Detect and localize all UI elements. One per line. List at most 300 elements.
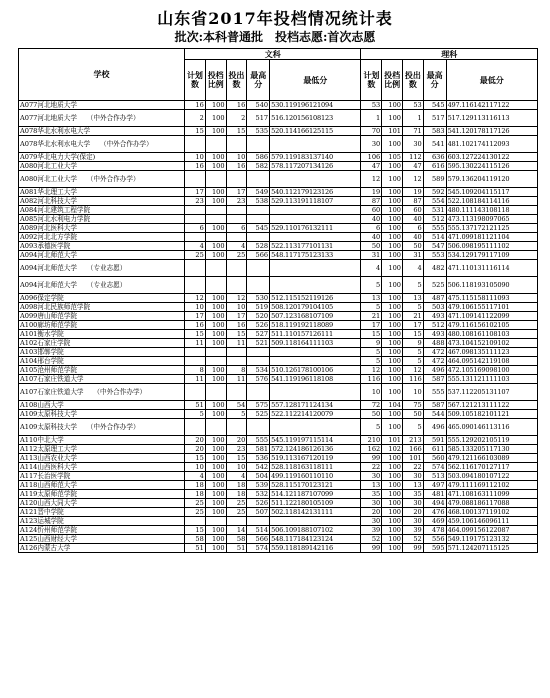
li-max-cell: 493 [423, 312, 446, 321]
wen-min-cell: 516.120156108123 [270, 110, 361, 127]
li-ratio-cell: 100 [382, 260, 403, 277]
table-row [19, 508, 538, 517]
wen-ratio-cell [205, 206, 226, 215]
table-row [19, 206, 538, 215]
wen-min-cell [270, 215, 361, 224]
wen-ratio-cell: 100 [205, 330, 226, 339]
li-plan-cell: 72 [361, 401, 382, 410]
li-out-cell: 50 [402, 410, 423, 419]
wen-out-cell: 11 [226, 339, 247, 348]
li-plan-cell: 31 [361, 251, 382, 260]
table-row [19, 410, 538, 419]
wen-min-cell [270, 419, 361, 436]
wen-min-cell: 545.119197115114 [270, 436, 361, 445]
wen-min-cell: 499.119160110110 [270, 472, 361, 481]
li-out-cell: 166 [402, 445, 423, 454]
li-plan-cell: 40 [361, 233, 382, 242]
li-min-cell: 473.113198097065 [446, 215, 537, 224]
header-wen-plan: 计划数 [185, 60, 206, 101]
li-ratio-cell: 104 [382, 401, 403, 410]
wen-ratio-cell: 100 [205, 339, 226, 348]
wen-out-cell: 58 [226, 535, 247, 544]
wen-out-cell [226, 357, 247, 366]
wen-max-cell: 530 [247, 294, 270, 303]
li-out-cell: 30 [402, 499, 423, 508]
wen-max-cell: 528 [247, 242, 270, 251]
li-out-cell: 112 [402, 153, 423, 162]
li-plan-cell: 22 [361, 463, 382, 472]
wen-out-cell [226, 419, 247, 436]
table-row [19, 153, 538, 162]
li-max-cell: 512 [423, 321, 446, 330]
wen-out-cell [226, 277, 247, 294]
wen-min-cell: 557.128171124134 [270, 401, 361, 410]
wen-min-cell: 528.115170123121 [270, 481, 361, 490]
school-name-cell: A118山西师范大学 [19, 481, 185, 490]
li-min-cell: 465.090146113116 [446, 419, 537, 436]
school-name-cell: A080河北工业大学 （中外合作办学） [19, 171, 185, 188]
school-name-cell: A124忻州师范学院 [19, 526, 185, 535]
li-out-cell: 71 [402, 127, 423, 136]
wen-out-cell: 2 [226, 110, 247, 127]
wen-out-cell: 6 [226, 224, 247, 233]
li-ratio-cell: 100 [382, 242, 403, 251]
wen-min-cell: 529.110176132111 [270, 224, 361, 233]
wen-out-cell [226, 384, 247, 401]
wen-plan-cell: 15 [185, 330, 206, 339]
wen-ratio-cell: 100 [205, 366, 226, 375]
li-min-cell: 459.106146096111 [446, 517, 537, 526]
li-ratio-cell: 100 [382, 303, 403, 312]
li-out-cell: 17 [402, 321, 423, 330]
li-min-cell: 468.100137119102 [446, 508, 537, 517]
li-plan-cell: 5 [361, 357, 382, 366]
li-ratio-cell: 100 [382, 197, 403, 206]
li-out-cell: 19 [402, 188, 423, 197]
wen-plan-cell [185, 136, 206, 153]
wen-out-cell: 15 [226, 454, 247, 463]
wen-max-cell: 582 [247, 162, 270, 171]
school-name-cell: A109太原科技大学 （中外合作办学） [19, 419, 185, 436]
school-name-cell: A093承德医学院 [19, 242, 185, 251]
wen-max-cell [247, 384, 270, 401]
li-plan-cell: 99 [361, 454, 382, 463]
li-max-cell: 478 [423, 526, 446, 535]
wen-ratio-cell: 100 [205, 526, 226, 535]
li-max-cell: 493 [423, 330, 446, 339]
li-ratio-cell: 100 [382, 206, 403, 215]
li-ratio-cell: 105 [382, 153, 403, 162]
li-min-cell: 471.110131116114 [446, 260, 537, 277]
li-out-cell: 5 [402, 357, 423, 366]
wen-max-cell: 514 [247, 526, 270, 535]
li-ratio-cell: 100 [382, 508, 403, 517]
wen-ratio-cell: 100 [205, 454, 226, 463]
wen-out-cell [226, 136, 247, 153]
li-min-cell: 471.108163111099 [446, 490, 537, 499]
li-plan-cell: 5 [361, 419, 382, 436]
li-max-cell: 595 [423, 544, 446, 553]
table-row [19, 472, 538, 481]
school-name-cell: A101衡水学院 [19, 330, 185, 339]
li-max-cell: 583 [423, 127, 446, 136]
table-row [19, 215, 538, 224]
wen-plan-cell: 12 [185, 294, 206, 303]
wen-min-cell: 578.117207134126 [270, 162, 361, 171]
wen-min-cell: 520.114166125115 [270, 127, 361, 136]
wen-out-cell [226, 206, 247, 215]
wen-ratio-cell: 100 [205, 153, 226, 162]
wen-min-cell: 510.126178100106 [270, 366, 361, 375]
wen-max-cell: 517 [247, 110, 270, 127]
table-row [19, 197, 538, 206]
li-min-cell: 585.133205117130 [446, 445, 537, 454]
wen-min-cell: 530.119196121094 [270, 101, 361, 110]
wen-plan-cell: 20 [185, 445, 206, 454]
wen-out-cell: 18 [226, 481, 247, 490]
li-max-cell: 587 [423, 401, 446, 410]
table-row [19, 233, 538, 242]
wen-min-cell: 509.118164111103 [270, 339, 361, 348]
li-ratio-cell: 100 [382, 366, 403, 375]
wen-max-cell [247, 517, 270, 526]
school-name-cell: A080河北工业大学 [19, 162, 185, 171]
li-plan-cell: 60 [361, 206, 382, 215]
li-plan-cell: 12 [361, 366, 382, 375]
li-max-cell: 611 [423, 445, 446, 454]
wen-plan-cell: 10 [185, 463, 206, 472]
li-plan-cell: 12 [361, 171, 382, 188]
wen-max-cell: 574 [247, 544, 270, 553]
li-ratio-cell: 100 [382, 463, 403, 472]
wen-max-cell: 519 [247, 303, 270, 312]
wen-out-cell: 11 [226, 375, 247, 384]
wen-ratio-cell: 100 [205, 436, 226, 445]
li-min-cell: 517.129113116113 [446, 110, 537, 127]
wen-out-cell: 8 [226, 366, 247, 375]
li-out-cell: 40 [402, 233, 423, 242]
header-li-ratio: 投档比例 [382, 60, 403, 101]
wen-plan-cell: 4 [185, 472, 206, 481]
li-out-cell: 5 [402, 277, 423, 294]
li-min-cell: 479.088186117088 [446, 499, 537, 508]
li-plan-cell: 13 [361, 294, 382, 303]
li-min-cell: 541.120178117126 [446, 127, 537, 136]
wen-min-cell [270, 348, 361, 357]
li-max-cell: 481 [423, 490, 446, 499]
wen-min-cell: 529.113191118107 [270, 197, 361, 206]
wen-max-cell: 538 [247, 197, 270, 206]
li-out-cell: 5 [402, 303, 423, 312]
wen-ratio-cell: 100 [205, 110, 226, 127]
li-out-cell: 53 [402, 101, 423, 110]
li-plan-cell: 30 [361, 136, 382, 153]
li-ratio-cell: 100 [382, 330, 403, 339]
li-max-cell: 591 [423, 436, 446, 445]
admission-table [18, 48, 538, 553]
wen-out-cell: 25 [226, 499, 247, 508]
wen-plan-cell: 25 [185, 508, 206, 517]
wen-plan-cell [185, 419, 206, 436]
wen-out-cell: 23 [226, 445, 247, 454]
li-ratio-cell: 100 [382, 526, 403, 535]
header-li-min: 最低分 [446, 60, 537, 101]
li-ratio-cell: 100 [382, 224, 403, 233]
wen-max-cell [247, 419, 270, 436]
wen-ratio-cell: 100 [205, 490, 226, 499]
li-out-cell: 1 [402, 110, 423, 127]
table-row [19, 445, 538, 454]
wen-ratio-cell [205, 171, 226, 188]
school-name-cell: A084河北建筑工程学院 [19, 206, 185, 215]
li-out-cell: 9 [402, 339, 423, 348]
wen-min-cell: 514.121187107099 [270, 490, 361, 499]
wen-ratio-cell: 100 [205, 294, 226, 303]
li-ratio-cell: 101 [382, 127, 403, 136]
wen-out-cell: 17 [226, 188, 247, 197]
li-max-cell: 496 [423, 419, 446, 436]
table-row [19, 436, 538, 445]
wen-plan-cell: 2 [185, 110, 206, 127]
li-out-cell: 99 [402, 544, 423, 553]
wen-min-cell: 519.113167120119 [270, 454, 361, 463]
wen-max-cell: 555 [247, 436, 270, 445]
li-max-cell: 531 [423, 206, 446, 215]
wen-max-cell: 540 [247, 101, 270, 110]
school-name-cell: A079华北电力大学(保定) [19, 153, 185, 162]
wen-out-cell: 16 [226, 321, 247, 330]
table-row [19, 544, 538, 553]
li-min-cell: 475.115158111093 [446, 294, 537, 303]
wen-min-cell: 502.118142131111 [270, 508, 361, 517]
li-ratio-cell: 100 [382, 481, 403, 490]
table-row [19, 526, 538, 535]
wen-plan-cell: 8 [185, 366, 206, 375]
li-max-cell: 555 [423, 224, 446, 233]
li-out-cell: 22 [402, 463, 423, 472]
wen-ratio-cell [205, 348, 226, 357]
wen-out-cell: 15 [226, 330, 247, 339]
li-min-cell: 480.108161108103 [446, 330, 537, 339]
li-max-cell: 553 [423, 251, 446, 260]
li-out-cell: 4 [402, 260, 423, 277]
table-row [19, 162, 538, 171]
wen-max-cell: 504 [247, 472, 270, 481]
li-min-cell: 579.136204119120 [446, 171, 537, 188]
wen-plan-cell: 5 [185, 410, 206, 419]
wen-min-cell: 507.123168107109 [270, 312, 361, 321]
table-row [19, 490, 538, 499]
li-out-cell: 13 [402, 294, 423, 303]
table-row [19, 454, 538, 463]
li-min-cell: 567.121213111122 [446, 401, 537, 410]
wen-max-cell: 545 [247, 224, 270, 233]
school-name-cell: A109太原科技大学 [19, 410, 185, 419]
li-ratio-cell: 100 [382, 499, 403, 508]
wen-max-cell [247, 260, 270, 277]
li-min-cell: 479.106155117101 [446, 303, 537, 312]
school-name-cell: A113山西农业大学 [19, 454, 185, 463]
wen-max-cell: 566 [247, 535, 270, 544]
li-out-cell: 47 [402, 162, 423, 171]
wen-min-cell: 508.120179104105 [270, 303, 361, 312]
wen-min-cell: 541.119196118108 [270, 375, 361, 384]
li-plan-cell: 21 [361, 312, 382, 321]
wen-ratio-cell [205, 517, 226, 526]
wen-ratio-cell: 100 [205, 401, 226, 410]
wen-ratio-cell: 100 [205, 303, 226, 312]
wen-max-cell: 525 [247, 410, 270, 419]
wen-max-cell: 507 [247, 508, 270, 517]
wen-out-cell: 10 [226, 463, 247, 472]
wen-max-cell: 520 [247, 312, 270, 321]
li-min-cell: 555.131121111103 [446, 375, 537, 384]
wen-max-cell [247, 136, 270, 153]
li-ratio-cell: 100 [382, 384, 403, 401]
li-ratio-cell: 100 [382, 410, 403, 419]
li-ratio-cell: 100 [382, 110, 403, 127]
li-ratio-cell: 100 [382, 535, 403, 544]
wen-plan-cell: 16 [185, 321, 206, 330]
li-max-cell: 472 [423, 357, 446, 366]
li-max-cell: 554 [423, 197, 446, 206]
li-min-cell: 509.105182101121 [446, 410, 537, 419]
wen-max-cell: 581 [247, 445, 270, 454]
header-li-max: 最高分 [423, 60, 446, 101]
li-ratio-cell: 100 [382, 517, 403, 526]
li-max-cell: 592 [423, 188, 446, 197]
wen-ratio-cell: 100 [205, 242, 226, 251]
wen-ratio-cell [205, 233, 226, 242]
wen-ratio-cell [205, 277, 226, 294]
li-out-cell: 31 [402, 251, 423, 260]
header-school: 学校 [19, 49, 185, 101]
wen-plan-cell [185, 233, 206, 242]
school-name-cell: A117长治医学院 [19, 472, 185, 481]
wen-ratio-cell: 100 [205, 224, 226, 233]
wen-plan-cell: 6 [185, 224, 206, 233]
li-ratio-cell: 100 [382, 357, 403, 366]
li-out-cell: 40 [402, 215, 423, 224]
table-row [19, 348, 538, 357]
li-min-cell: 480.111143108118 [446, 206, 537, 215]
li-min-cell: 555.137172121125 [446, 224, 537, 233]
li-ratio-cell: 100 [382, 544, 403, 553]
header-wen-ratio: 投档比例 [205, 60, 226, 101]
li-out-cell: 6 [402, 224, 423, 233]
li-min-cell: 471.109141122099 [446, 312, 537, 321]
school-name-cell: A098河北民族师范学院 [19, 303, 185, 312]
school-name-cell: A078华北水利水电大学 （中外合作办学） [19, 136, 185, 153]
li-ratio-cell: 100 [382, 454, 403, 463]
li-max-cell: 469 [423, 517, 446, 526]
wen-max-cell: 532 [247, 490, 270, 499]
wen-max-cell: 535 [247, 127, 270, 136]
li-max-cell: 544 [423, 410, 446, 419]
wen-min-cell [270, 517, 361, 526]
li-plan-cell: 47 [361, 162, 382, 171]
school-name-cell: A110中北大学 [19, 436, 185, 445]
li-out-cell: 60 [402, 206, 423, 215]
li-min-cell: 479.116156102105 [446, 321, 537, 330]
li-ratio-cell: 100 [382, 472, 403, 481]
school-name-cell: A077河北地质大学 [19, 101, 185, 110]
li-ratio-cell: 100 [382, 277, 403, 294]
li-plan-cell: 106 [361, 153, 382, 162]
wen-out-cell: 10 [226, 303, 247, 312]
li-ratio-cell: 100 [382, 171, 403, 188]
li-out-cell: 12 [402, 366, 423, 375]
wen-max-cell: 526 [247, 499, 270, 508]
wen-min-cell: 548.117184123124 [270, 535, 361, 544]
wen-plan-cell [185, 357, 206, 366]
wen-out-cell: 17 [226, 312, 247, 321]
school-name-cell: A107石家庄铁道大学 （中外合作办学） [19, 384, 185, 401]
li-ratio-cell: 100 [382, 321, 403, 330]
li-out-cell: 13 [402, 481, 423, 490]
li-ratio-cell: 100 [382, 490, 403, 499]
li-min-cell: 522.108184114116 [446, 197, 537, 206]
wen-min-cell: 506.109188107102 [270, 526, 361, 535]
school-name-cell: A089河北医科大学 [19, 224, 185, 233]
wen-plan-cell: 17 [185, 188, 206, 197]
school-name-cell: A100廊坊师范学院 [19, 321, 185, 330]
li-ratio-cell: 100 [382, 188, 403, 197]
wen-min-cell: 540.112179123126 [270, 188, 361, 197]
wen-min-cell [270, 277, 361, 294]
wen-plan-cell: 10 [185, 153, 206, 162]
wen-ratio-cell: 100 [205, 197, 226, 206]
wen-out-cell: 5 [226, 410, 247, 419]
school-name-cell: A092河北北方学院 [19, 233, 185, 242]
li-min-cell: 481.102174112093 [446, 136, 537, 153]
li-ratio-cell: 100 [382, 419, 403, 436]
li-out-cell: 39 [402, 526, 423, 535]
wen-ratio-cell: 100 [205, 481, 226, 490]
wen-ratio-cell: 100 [205, 312, 226, 321]
wen-plan-cell: 20 [185, 436, 206, 445]
li-plan-cell: 70 [361, 127, 382, 136]
table-row [19, 517, 538, 526]
wen-min-cell: 528.118163118111 [270, 463, 361, 472]
li-ratio-cell: 100 [382, 251, 403, 260]
wen-plan-cell: 51 [185, 544, 206, 553]
table-row [19, 481, 538, 490]
wen-plan-cell [185, 215, 206, 224]
li-plan-cell: 1 [361, 110, 382, 127]
school-name-cell: A123运城学院 [19, 517, 185, 526]
wen-out-cell [226, 517, 247, 526]
li-max-cell: 487 [423, 294, 446, 303]
li-max-cell: 589 [423, 171, 446, 188]
wen-out-cell: 16 [226, 101, 247, 110]
li-max-cell: 555 [423, 384, 446, 401]
wen-max-cell [247, 348, 270, 357]
li-min-cell: 497.116142117122 [446, 101, 537, 110]
li-plan-cell: 50 [361, 410, 382, 419]
li-plan-cell: 116 [361, 375, 382, 384]
wen-max-cell: 534 [247, 366, 270, 375]
school-name-cell: A077河北地质大学 （中外合作办学） [19, 110, 185, 127]
li-min-cell: 464.099156122087 [446, 526, 537, 535]
table-row [19, 375, 538, 384]
table-row [19, 188, 538, 197]
li-max-cell: 497 [423, 481, 446, 490]
wen-out-cell: 10 [226, 153, 247, 162]
wen-min-cell: 511.110157126111 [270, 330, 361, 339]
li-max-cell: 556 [423, 535, 446, 544]
li-max-cell: 517 [423, 110, 446, 127]
